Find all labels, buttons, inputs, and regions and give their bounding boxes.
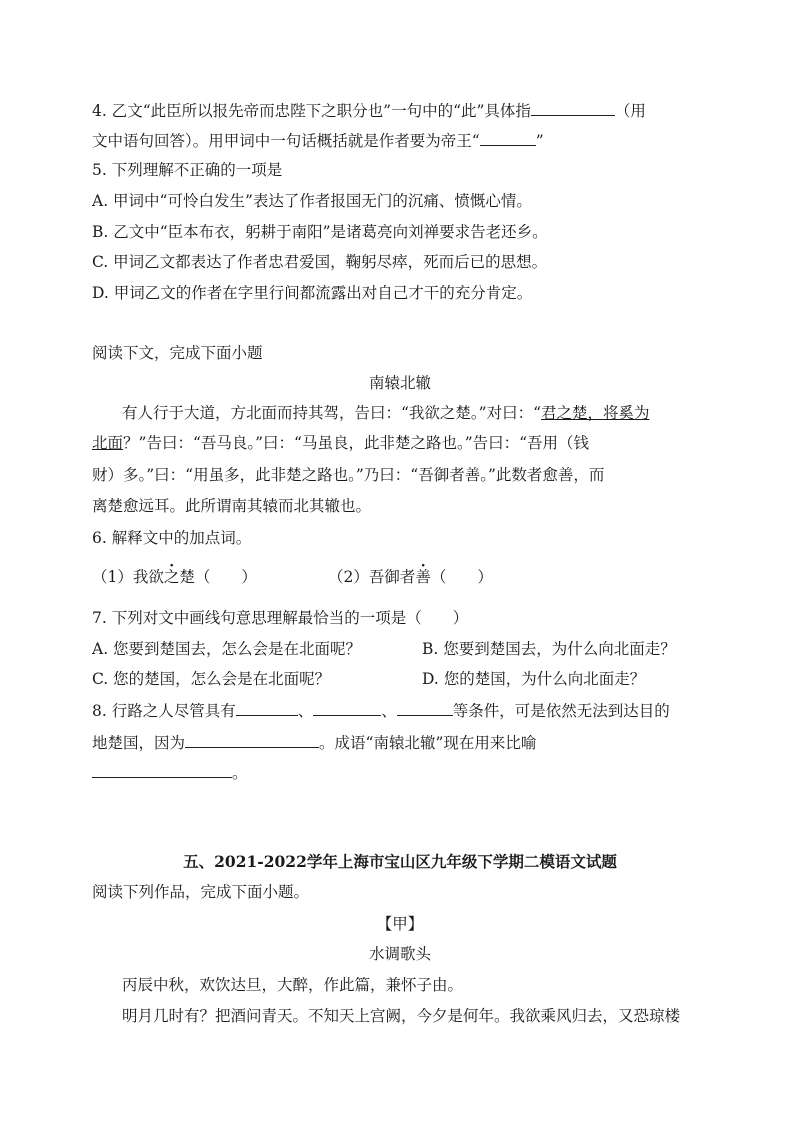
q4-text: 4. 乙文“此臣所以报先帝而忠陛下之职分也”一句中的“此”具体指 [92,102,531,120]
q7-option-b: B. 您要到楚国去，为什么向北面走？ [422,640,676,658]
passage-text: 有人行于大道，方北面而持其驾，告曰：“我欲之楚。”对曰：“ [122,404,542,422]
q4-text: ” [535,132,544,150]
answer-blank [313,700,381,716]
q8-text: 、 [381,702,397,720]
q5-option-d: D. 甲词乙文的作者在字里行间都流露出对自己才干的充分肯定。 [92,284,533,302]
q7-option-a: A. 您要到楚国去，怎么会是在北面呢？ [92,640,362,658]
section-intro: 阅读下文，完成下面小题 [92,344,263,362]
q8-line1 [92,700,670,721]
poem-line: 明月几时有？把酒问青天。不知天上宫阙，今夕是何年。我欲乘风归去，又恐琼楼 [122,1007,681,1025]
answer-blank [236,700,298,716]
q5-stem: 5. 下列理解不正确的一项是 [92,161,283,179]
q6-text: 楚（ ） [179,568,257,586]
underlined-sentence: 君之楚，将奚为 [541,404,650,422]
poem-title: 水调歌头 [368,945,431,963]
q7-stem: 7. 下列对文中画线句意思理解最恰当的一项是（ ） [92,609,469,627]
section-intro: 阅读下列作品，完成下面小题。 [92,883,310,901]
q6-text: （2）吾御者 [328,568,416,586]
passage-line: 离楚愈远耳。此所谓南其辕而北其辙也。 [92,497,372,515]
dotted-word: 善 [415,568,431,586]
underlined-sentence: 北面 [92,434,124,452]
q4-text: （用 [614,102,646,120]
answer-blank [185,732,319,748]
answer-blank [531,100,615,116]
q8-text: 等条件，可是依然无法到达目的 [452,702,670,720]
poem-preface: 丙辰中秋，欢饮达旦，大醉，作此篇，兼怀子由。 [122,976,464,994]
q6-item-1 [92,567,257,587]
q8-text: 、 [297,702,314,720]
q7-option-c: C. 您的楚国，怎么会是在北面呢？ [92,670,331,688]
answer-blank [92,762,232,778]
passage-line [122,403,650,423]
passage-text: ？”告曰：“吾马良。”曰：“马虽良，此非楚之路也。”告曰：“吾用（钱 [123,434,590,452]
q4-text: 文中语句回答）。用甲词中一句话概括就是作者要为帝王“ [92,132,480,150]
q5-option-c: C. 甲词乙文都表达了作者忠君爱国，鞠躬尽瘁，死而后已的思想。 [92,253,548,271]
q8-text: 8. 行路之人尽管具有 [92,702,236,720]
q7-option-d: D. 您的楚国，为什么向北面走？ [422,670,646,688]
q5-option-a: A. 甲词中“可怜白发生”表达了作者报国无门的沉痛、愤慨心情。 [92,192,532,210]
passage-title: 南辕北辙 [368,374,431,392]
q6-text: （ ） [430,568,493,586]
q8-line2 [92,732,536,753]
q6-stem: 6. 解释文中的加点词。 [92,529,252,547]
q6-text: （1）我欲 [92,568,164,586]
q8-text: 地楚国，因为 [92,734,186,752]
q8-line3 [92,762,248,783]
section-heading: 五、2021-2022学年上海市宝山区九年级下学期二模语文试题 [183,852,617,871]
q6-item-2 [328,567,493,587]
passage-line [92,433,589,453]
q4-line1 [92,100,646,121]
answer-blank [397,700,453,716]
q8-text: 。 [232,764,248,782]
q8-text: 。成语“南辕北辙”现在用来比喻 [319,734,537,752]
q4-line2 [92,130,544,151]
passage-line: 财）多。”曰：“用虽多，此非楚之路也。”乃曰：“吾御者善。”此数者愈善，而 [92,466,605,484]
q5-option-b: B. 乙文中“臣本布衣，躬耕于南阳”是诸葛亮向刘禅要求告老还乡。 [92,223,548,241]
answer-blank [480,130,536,146]
text-label: 【甲】 [376,915,424,933]
dotted-word: 之 [163,568,180,586]
